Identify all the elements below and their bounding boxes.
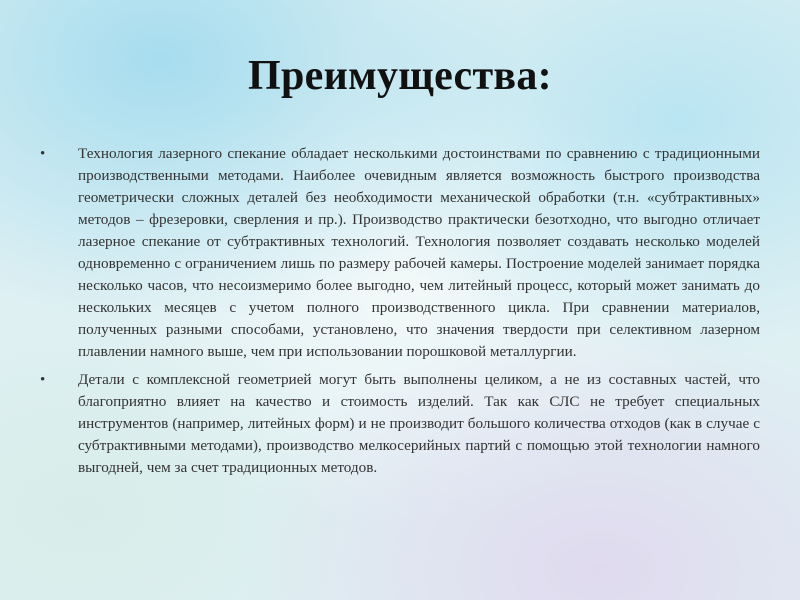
bullet-marker: • — [40, 372, 46, 388]
bullet-text: Технология лазерного спекание обладает несколькими достоинствами по сравнению с традиционными производственными методами. Наиболее очевидным является возможность быстрого производства геометрически сложных деталей без необходимости механической обработки (т.н. «субтрактивных» методов – фрезеровки, сверления и пр.). Производство практически безотходно, что выгодно отличает лазерное спекание от субтрактивных технологий. Технология позволяет создавать несколько моделей одновременно с ограничением лишь по размеру рабочей камеры. Построение моделей занимает порядка несколько часов, что несоизмеримо более выгодно, чем литейный процесс, который может занимать до нескольких месяцев с учетом полного производственного цикла. При сравнении материалов, полученных разными способами, установлено, что значения твердости при селективном лазерном плавлении намного выше, чем при использовании порошковой металлургии. — [78, 145, 760, 360]
bullet-marker: • — [40, 146, 46, 162]
bullet-item — [40, 143, 760, 363]
bullet-text: Детали с комплексной геометрией могут быть выполнены целиком, а не из составных частей, что благоприятно влияет на качество и стоимость изделий. Так как СЛС не требует специальных инструментов (например, литейных форм) и не производит большого количества отходов (как в случае с субтрактивными методами), производство мелкосерийных партий с помощью этой технологии намного выгодней, чем за счет традиционных методов. — [78, 371, 760, 476]
bullet-list — [40, 143, 760, 485]
slide-title: Преимущества: — [248, 53, 552, 99]
bullet-item — [40, 369, 760, 479]
